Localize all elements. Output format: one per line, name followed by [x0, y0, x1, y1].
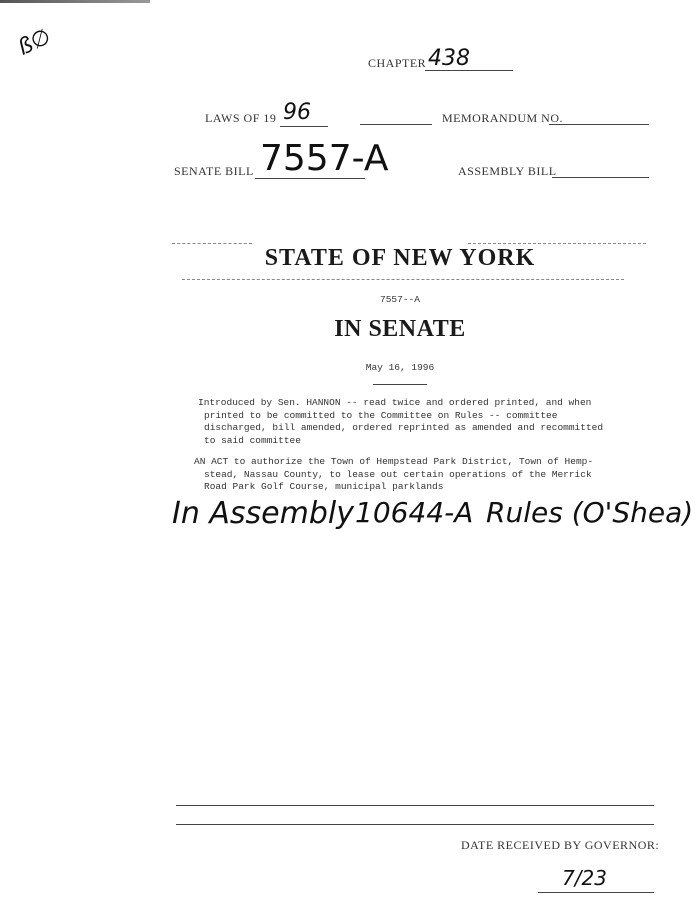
- heading-rule-left: [172, 243, 252, 244]
- memorandum-label: MEMORANDUM NO.: [442, 111, 564, 125]
- received-label: DATE RECEIVED BY GOVERNOR:: [461, 838, 660, 852]
- laws-label: LAWS OF 19: [205, 111, 277, 125]
- text-line: discharged, bill amended, ordered reprinted as amended and recommitted: [204, 422, 604, 433]
- handwritten-committee: Rules (O'Shea): [486, 496, 694, 529]
- text-line: AN ACT to authorize the Town of Hempstead Park District, Town of Hemp-: [194, 456, 594, 467]
- scan-edge-mark: [0, 0, 150, 3]
- text-line: Road Park Golf Course, municipal parklands: [204, 481, 444, 492]
- text-line: printed to be committed to the Committee on Rules -- committee: [204, 409, 558, 421]
- text-line: stead, Nassau County, to lease out certain operations of the Merrick: [204, 468, 592, 480]
- assembly-bill-line: [552, 177, 649, 178]
- memo-line: [549, 124, 649, 125]
- assembly-bill-label: ASSEMBLY BILL: [458, 164, 557, 178]
- corner-initials: ß∅: [14, 24, 55, 61]
- heading-underline: [182, 279, 624, 280]
- chamber-heading: IN SENATE: [334, 316, 466, 342]
- handwritten-assembly-number: 10644-A: [355, 496, 474, 529]
- text-line: Introduced by Sen. HANNON -- read twice and ordered printed, and when: [198, 397, 592, 408]
- footer-rule-2: [176, 824, 654, 825]
- footer-rule-1: [176, 805, 654, 806]
- bill-date: May 16, 1996: [365, 362, 435, 373]
- chapter-label: CHAPTER: [368, 56, 427, 70]
- handwritten-in-assembly: In Assembly: [172, 496, 354, 531]
- senate-bill-label: SENATE BILL: [174, 164, 254, 178]
- state-heading: STATE OF NEW YORK: [264, 245, 536, 271]
- received-line: [538, 892, 654, 893]
- laws-line: [280, 126, 328, 127]
- text-line: to said committee: [204, 434, 301, 446]
- chapter-number: 438: [428, 46, 470, 71]
- senate-bill-number: 7557-A: [260, 138, 389, 179]
- introduced-paragraph: [198, 397, 603, 447]
- laws-year: 96: [283, 100, 311, 125]
- date-underline: [373, 384, 427, 385]
- heading-rule-right: [468, 243, 646, 244]
- bill-number-line: 7557--A: [380, 294, 420, 305]
- received-date: 7/23: [562, 866, 607, 890]
- act-paragraph: [194, 456, 593, 494]
- memo-pre-line: [360, 124, 432, 125]
